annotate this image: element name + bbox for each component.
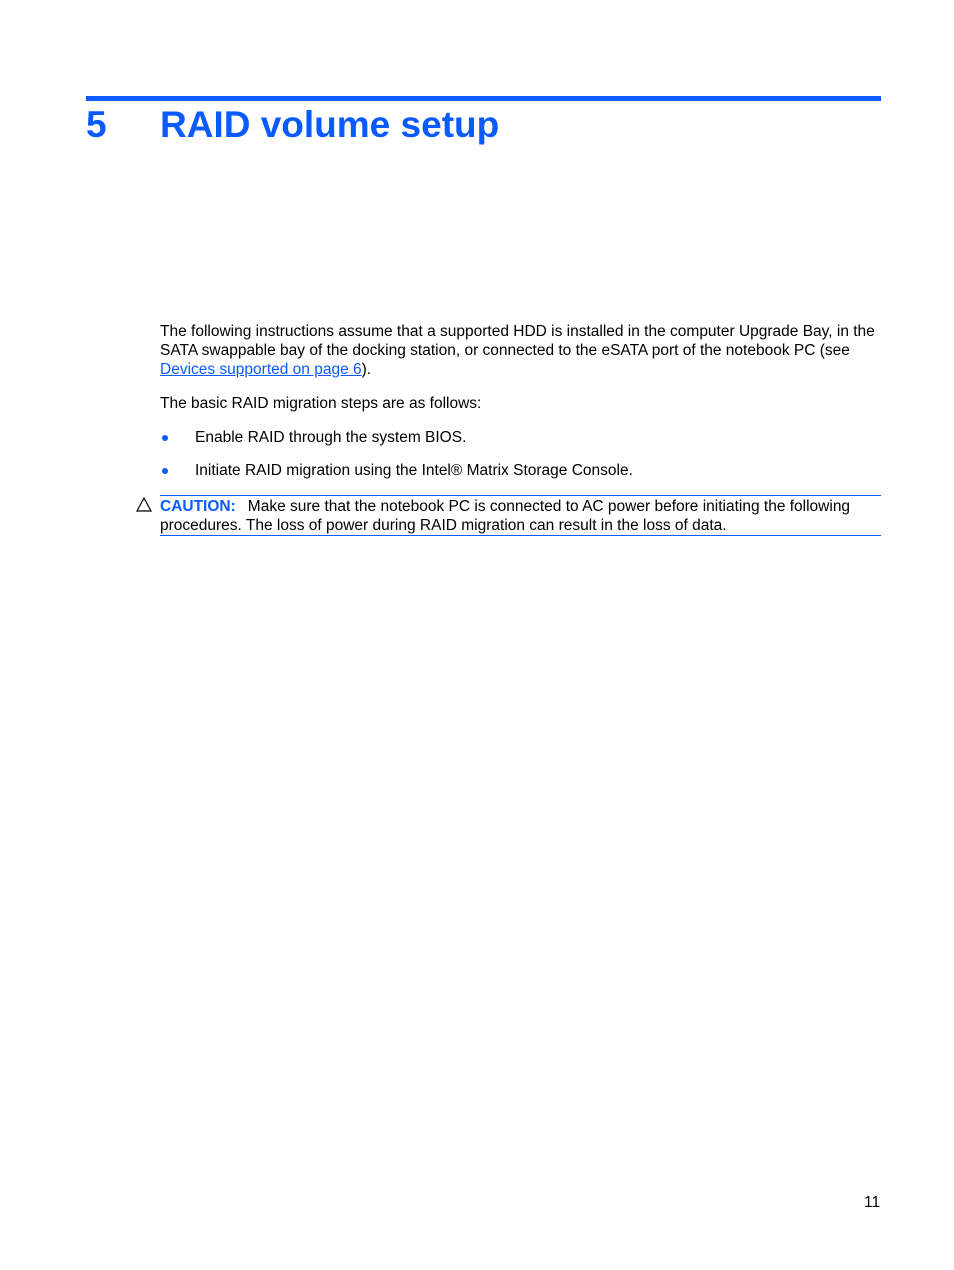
bullet-icon [162, 435, 168, 441]
page-number: 11 [864, 1194, 881, 1211]
caution-triangle-icon [136, 497, 152, 512]
list-item [160, 428, 882, 447]
caution-note [160, 495, 881, 536]
steps-list [160, 428, 882, 494]
list-item [160, 461, 882, 480]
chapter-title: RAID volume setup [160, 104, 500, 145]
bullet-icon [162, 468, 168, 474]
intro-text-after-link: ). [361, 361, 372, 378]
caution-label: CAUTION: [160, 498, 236, 515]
intro-paragraph [160, 322, 882, 379]
chapter-rule [86, 96, 881, 101]
step-text: Initiate RAID migration using the Intel® Matrix Storage Console. [195, 462, 633, 479]
step-text: Enable RAID through the system BIOS. [195, 429, 467, 446]
steps-intro-paragraph: The basic RAID migration steps are as follows: [160, 395, 482, 412]
caution-text: Make sure that the notebook PC is connected to AC power before initiating the following procedures. The loss of power during RAID migration can result in the loss of data. [160, 498, 851, 534]
intro-text-before-link: The following instructions assume that a supported HDD is installed in the computer Upgrade Bay, in the SATA swappable bay of the docking station, or connected to the eSATA port of the notebook PC (see [160, 323, 875, 359]
devices-supported-link[interactable]: Devices supported on page 6 [160, 361, 362, 378]
chapter-number: 5 [86, 104, 107, 145]
